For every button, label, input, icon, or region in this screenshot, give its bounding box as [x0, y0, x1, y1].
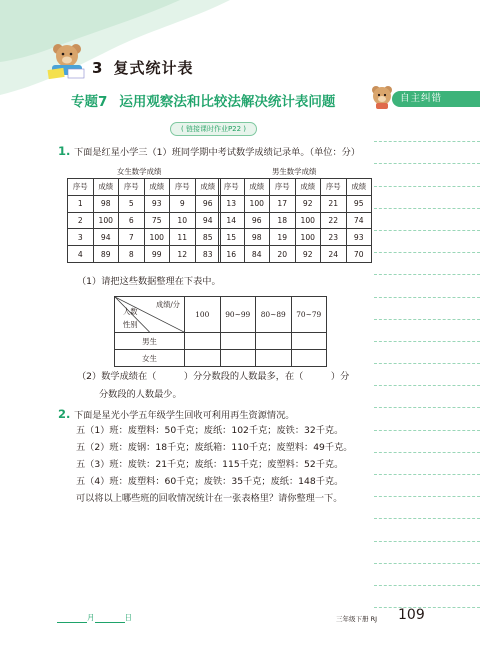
answer-cell[interactable] — [185, 350, 221, 367]
sub-question-2-line-1: （2）数学成绩在（ ）分分数段的人数最多，在（ ）分 — [77, 371, 350, 382]
cell: 4 — [68, 246, 94, 263]
cell: 1 — [68, 195, 94, 212]
cell: 75 — [144, 212, 170, 229]
cell: 74 — [346, 212, 372, 229]
cell: 100 — [93, 212, 119, 229]
question-1-text: 下面是红星小学三（1）班同学期中考试数学成绩记录单。（单位：分） — [74, 147, 361, 158]
topic-title: 运用观察法和比较法解决统计表问题 — [119, 94, 336, 110]
girls-score-table — [67, 178, 221, 263]
cell: 3 — [68, 229, 94, 246]
cell: 24 — [321, 246, 347, 263]
cell: 23 — [321, 229, 347, 246]
cell: 95 — [346, 195, 372, 212]
column-header: 80~89 — [256, 297, 292, 333]
table-row — [219, 195, 372, 212]
cell: 16 — [219, 246, 245, 263]
cell: 5 — [119, 195, 145, 212]
cell: 6 — [119, 212, 145, 229]
bear-mascot-icon — [370, 84, 394, 110]
header-id: 序号 — [270, 179, 296, 196]
column-header: 70~79 — [291, 297, 327, 333]
self-correction-badge — [370, 84, 480, 110]
cell: 13 — [219, 195, 245, 212]
cell: 9 — [170, 195, 196, 212]
header-id: 序号 — [219, 179, 245, 196]
answer-cell[interactable] — [291, 333, 327, 350]
column-header: 90~99 — [220, 297, 256, 333]
answer-cell[interactable] — [220, 350, 256, 367]
header-score: 成绩 — [144, 179, 170, 196]
diag-gender-label: 性别 — [123, 320, 138, 329]
diagonal-header-cell — [115, 297, 185, 333]
row-label-boys: 男生 — [115, 333, 185, 350]
cell: 84 — [244, 246, 270, 263]
question-2-text: 下面是星光小学五年级学生回收可利用再生资源情况。 — [74, 410, 295, 421]
boys-table-caption: 男生数学成绩 — [272, 167, 317, 176]
boys-score-table — [218, 178, 372, 263]
cell: 85 — [195, 229, 221, 246]
cell: 92 — [295, 195, 321, 212]
cell: 96 — [244, 212, 270, 229]
corner-wave-decoration — [0, 0, 230, 95]
cell: 12 — [170, 246, 196, 263]
table-row — [68, 212, 221, 229]
cell: 8 — [119, 246, 145, 263]
q2-line: 五（3）班：废铁：21千克；废纸：115千克；废塑料：52千克。 — [76, 459, 344, 470]
header-score: 成绩 — [244, 179, 270, 196]
cell: 2 — [68, 212, 94, 229]
answer-cell[interactable] — [291, 350, 327, 367]
cell: 15 — [219, 229, 245, 246]
cell: 94 — [93, 229, 119, 246]
table-row — [219, 246, 372, 263]
table-row — [68, 195, 221, 212]
cell: 20 — [270, 246, 296, 263]
header-score: 成绩 — [195, 179, 221, 196]
answer-cell[interactable] — [185, 333, 221, 350]
q2-line: 五（4）班：废塑料：60千克；废铁：35千克；废纸：148千克。 — [76, 476, 344, 487]
q2-prompt: 可以将以上哪些班的回收情况统计在一张表格里？请你整理一下。 — [76, 493, 343, 504]
header-score: 成绩 — [93, 179, 119, 196]
cell: 100 — [144, 229, 170, 246]
cell: 92 — [295, 246, 321, 263]
cell: 14 — [219, 212, 245, 229]
column-header: 100 — [185, 297, 221, 333]
table-row — [219, 229, 372, 246]
cell: 11 — [170, 229, 196, 246]
cell: 70 — [346, 246, 372, 263]
cell: 100 — [244, 195, 270, 212]
q2-line: 五（1）班：废塑料：50千克；废纸：102千克；废铁：32千克。 — [76, 425, 344, 436]
cell: 93 — [144, 195, 170, 212]
cell: 100 — [295, 229, 321, 246]
chapter-heading — [92, 57, 193, 78]
diag-score-label: 成绩/分 — [156, 300, 180, 309]
table-row — [219, 212, 372, 229]
cell: 18 — [270, 212, 296, 229]
table-row — [68, 246, 221, 263]
table-row — [68, 229, 221, 246]
header-id: 序号 — [321, 179, 347, 196]
organize-table[interactable] — [114, 296, 327, 367]
sub-question-1: （1）请把这些数据整理在下表中。 — [77, 276, 221, 287]
diag-count-label: 人数 — [123, 307, 138, 316]
day-blank[interactable] — [95, 615, 125, 623]
topic-heading — [71, 90, 335, 110]
answer-cell[interactable] — [256, 333, 292, 350]
correction-writing-lines — [374, 120, 480, 608]
cell: 96 — [195, 195, 221, 212]
topic-number: 专题7 — [71, 94, 108, 110]
month-label: 月 — [87, 613, 95, 622]
chapter-number: 3 — [92, 59, 104, 77]
cell: 98 — [244, 229, 270, 246]
q2-line: 五（2）班：废钢：18千克；废纸箱：110千克；废塑料：49千克。 — [76, 442, 353, 453]
girls-table-caption: 女生数学成绩 — [117, 167, 162, 176]
sub-question-2-line-2: 分数段的人数最少。 — [99, 389, 182, 400]
month-blank[interactable] — [57, 615, 87, 623]
badge-label: 自主纠错 — [392, 91, 480, 107]
cell: 10 — [170, 212, 196, 229]
cell: 89 — [93, 246, 119, 263]
cell: 22 — [321, 212, 347, 229]
cell: 94 — [195, 212, 221, 229]
chapter-title: 复式统计表 — [113, 59, 194, 77]
homework-link-tag[interactable]: ( 链接课时作业P22 ) — [170, 122, 257, 136]
page-number: 109 — [398, 607, 425, 623]
header-score: 成绩 — [346, 179, 372, 196]
answer-cell[interactable] — [220, 333, 256, 350]
day-label: 日 — [124, 613, 132, 622]
cell: 83 — [195, 246, 221, 263]
header-id: 序号 — [170, 179, 196, 196]
date-field[interactable] — [57, 612, 132, 623]
question-2-number: 2. — [58, 407, 71, 421]
cell: 98 — [93, 195, 119, 212]
cell: 99 — [144, 246, 170, 263]
cell: 93 — [346, 229, 372, 246]
header-id: 序号 — [119, 179, 145, 196]
book-label: 三年级下册 RJ — [336, 615, 377, 623]
cell: 17 — [270, 195, 296, 212]
cell: 100 — [295, 212, 321, 229]
header-id: 序号 — [68, 179, 94, 196]
cell: 19 — [270, 229, 296, 246]
answer-cell[interactable] — [256, 350, 292, 367]
cell: 21 — [321, 195, 347, 212]
header-score: 成绩 — [295, 179, 321, 196]
question-1-number: 1. — [58, 144, 71, 158]
reading-bear-mascot-icon — [44, 40, 88, 80]
row-label-girls: 女生 — [115, 350, 185, 367]
cell: 7 — [119, 229, 145, 246]
